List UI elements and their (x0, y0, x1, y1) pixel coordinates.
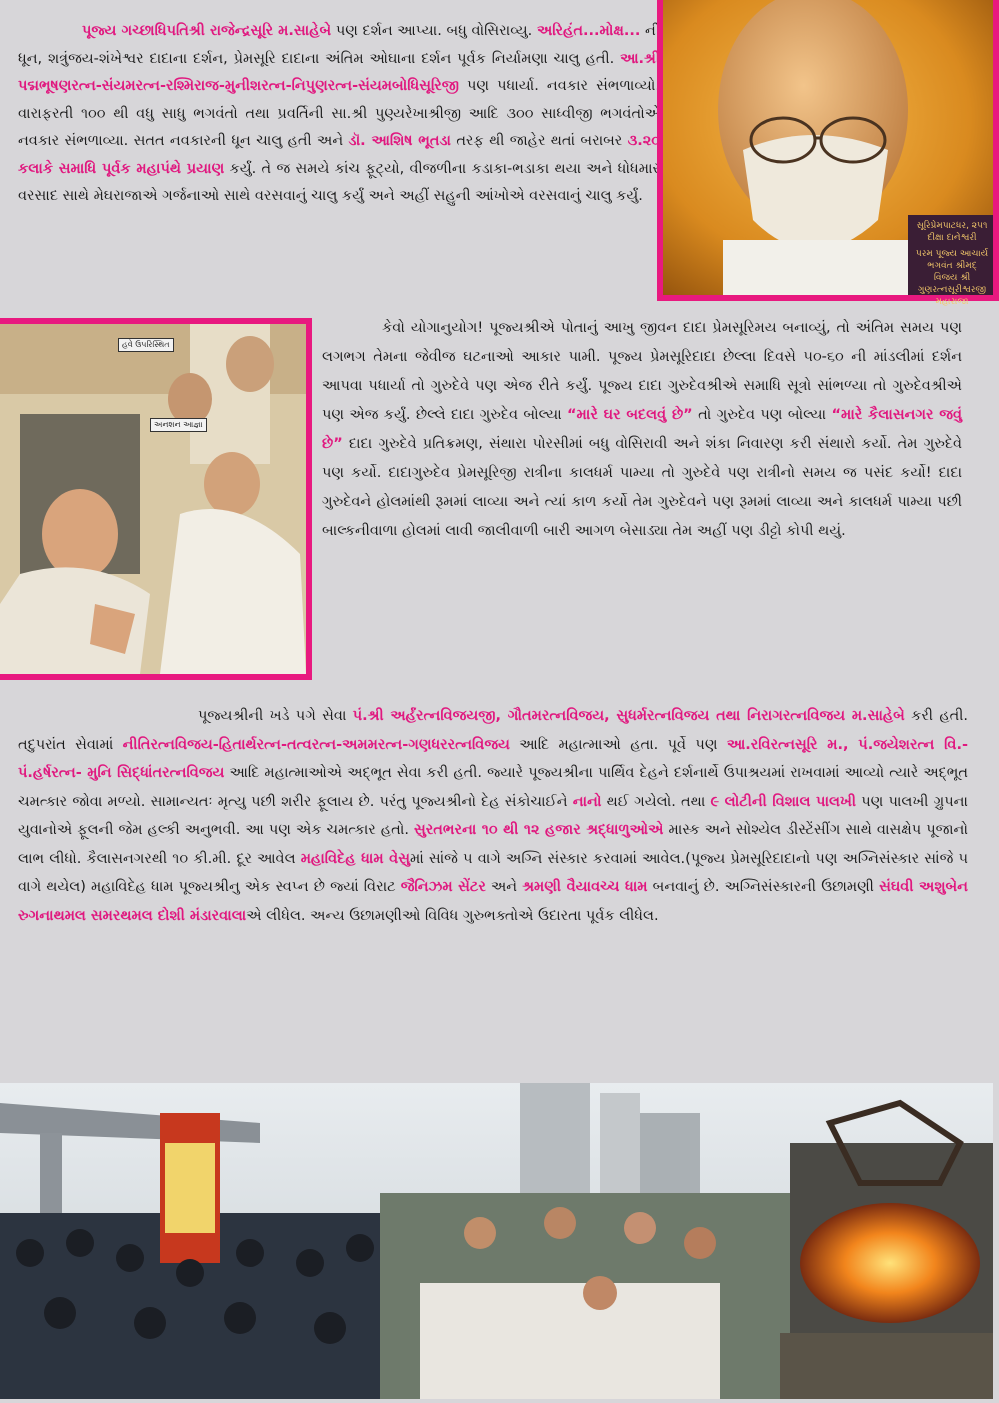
highlighted-text: જૈનિઝમ સેંટર (400, 879, 486, 895)
body-text: પણ પધાર્યા. નવકાર સંભળાવ્યો. વારાફરતી ૧૦૦ થી વધુ સાધુ ભગવંતો તથા પ્રવર્તિની સા.શ્રી પુણ્યરેખાશ્રીજી આદિ ૩૦૦ સાધ્વીજી ભગવંતોએ નવકાર સંભળાવ્યા. સતત નવકારની ધૂન ચાલુ હતી અને (18, 78, 660, 149)
body-text: બનવાનું છે. અગ્નિસંસ્કારની ઉછામણી (647, 879, 880, 895)
highlighted-text: પં.શ્રી અર્હંરત્નવિજયજી, ગૌતમરત્નવિજય, સુધર્મરત્નવિજય તથા નિરાગરત્નવિજય મ.સાહેબે (352, 708, 905, 724)
body-text: પણ દર્શન આપ્યા. બધુ વોસિરાવ્યુ. (331, 23, 537, 39)
highlighted-text: મહાવિદેહ ધામ વેસુ (300, 850, 410, 867)
funeral-photo-montage (0, 1083, 993, 1399)
highlighted-text: પૂજ્ય ગચ્છાધિપતિશ્રી રાજેન્દ્રસૂરિ મ.સાહેબે (82, 23, 332, 39)
highlighted-text: “મારે ઘર બદલવું છે” (567, 407, 693, 423)
middle-paragraph (322, 314, 962, 546)
body-text: તો ગુરુદેવ પણ બોલ્યા (692, 407, 832, 423)
painting-label-bottom: અનશન આજ્ઞા (150, 418, 207, 432)
body-text: માં સાંજે ૫ વાગે અગ્નિ સંસ્કાર કરવામાં આવેલ.(પૂજ્ય પ્રેમસૂરિદાદાનો પણ અગ્નિસંસ્કાર સાંજે ૫ વાગે થયેલ) મહાવિદેહ ધામ પૂજ્યશ્રીનુ એક સ્વપ્ન છે જ્યાં વિરાટ (18, 850, 968, 895)
body-text: થઈ ગયેલો. તથા (601, 793, 711, 810)
body-text: અને (485, 879, 523, 895)
highlighted-text: નીતિરત્નવિજય-હિતાર્થરત્ન-તત્વરત્ન-અમમરત્ન-ગણધરરત્નવિજય (122, 736, 510, 753)
body-text: પણ પાલખી ગ્રુપના યુવાનોએ ફૂલની જેમ હલ્કી અનુભવી. આ પણ એક ચમત્કાર હતો. (18, 793, 968, 838)
highlighted-text: આ.શ્રી પદ્મભૂષણરત્ન-સંયમરત્ન-રશ્મિરાજ-મુનીશરત્ન-નિપુણરત્ન-સંયમબોધિસૂરિજી (18, 50, 660, 94)
body-text: કર્યું. તે જ સમયે કાંચ ફૂટ્યો, વીજળીના કડાકા-ભડાકા થયા અને ધોધમાર વરસાદ સાથે મેઘરાજાએ ગર્જનાઓ સાથે વરસવાનું ચાલુ કર્યું અને અહીં સહુની આંખોએ વરસવાનું ચાલુ કર્યું. (18, 160, 660, 204)
body-text: તરફ થી જાહેર થતાં બરાબર (450, 133, 628, 149)
body-text: માસ્ક અને સોશ્યેલ ડીસ્ટેંસીંગ સાથે વાસક્ષેપ પૂજાનો લાભ લીધો. કૈલાસનગરથી ૧૦ કી.મી. દૂર આવેલ (18, 822, 968, 867)
body-text: દાદા ગુરુદેવે પ્રતિક્રમણ, સંથારા પોરસીમાં બધુ વોસિરાવી અને શંકા નિવારણ કરી સંથારો કર્યો. તેમ ગુરુદેવે પણ કર્યો. દાદાગુરુદેવ પ્રેમસૂરિજી રાત્રીના કાલધર્મ પામ્યા તો ગુરુદેવે પણ રાત્રીનો સમય જ પસંદ કર્યો! દાદા ગુરુદેવને હોલમાંથી રૂમમાં લાવ્યા અને ત્યાં કાળ કર્યો તેમ ગુરુદેવને પણ રૂમમાં લાવ્યા અને કાલધર્મ પામ્યા પછી બાલ્કનીવાળા હોલમાં લાવી જાલીવાળી બારી આગળ બેસાડ્યા તેમ અહીં પણ ડીટ્ટો કોપી થયું. (322, 436, 962, 539)
highlighted-text: અરિહંત...મોક્ષ... (536, 23, 641, 39)
highlighted-text: સુરતભરના ૧૦ થી ૧૨ હજાર શ્રદ્ધાળુઓએ (414, 822, 664, 838)
highlighted-text: ૯ લોટીની વિશાલ પાલખી (710, 793, 857, 810)
body-text: પૂજ્યશ્રીની ખડે પગે સેવા (198, 708, 353, 724)
body-text: આદિ મહાત્માઓએ અદ્ભૂત સેવા કરી હતી. જ્યારે પૂજ્યશ્રીના પાર્થિવ દેહને દર્શનાર્થે ઉપાશ્રયમાં રાખવામાં આવ્યો ત્યારે અદ્ભૂત ચમત્કાર જોવા મળ્યો. સામાન્યતઃ મૃત્યુ પછી શરીર ફૂલાય છે. પરંતુ પૂજ્યશ્રીનો દેહ સંકોચાઈને (18, 765, 968, 810)
body-text: આદિ મહાત્માઓ હતા. પૂર્વે પણ (509, 736, 727, 753)
highlighted-text: “મારે કૈલાસનગર જવું છે” (322, 407, 963, 452)
highlighted-text: આ.રવિરત્નસૂરિ મ., પં.જયેશરત્ન વિ.- પં.હર્ષરત્ન- મુનિ સિદ્ધાંતરત્નવિજય (18, 736, 968, 781)
portrait-caption-3: વિજય શ્રી ગુણરત્નસૂરીશ્વરજી મહારાજા (917, 273, 987, 307)
highlighted-text: નાનો (572, 793, 602, 810)
portrait-photo (657, 0, 999, 307)
top-paragraph (18, 18, 660, 211)
body-text: કેવો યોગાનુયોગ! પૂજ્યશ્રીએ પોતાનું આખુ જીવન દાદા પ્રેમસૂરિમય બનાવ્યું, તો અંતિમ સમય પણ લગભગ તેમના જેવીજ ઘટનાઓ આકાર પામી. પૂજ્ય પ્રેમસૂરિદાદા છેલ્લા દિવસે ૫૦-૬૦ ની માંડલીમાં દર્શન આપવા પધાર્યા તો ગુરુદેવે પણ એજ રીતે કર્યું. પૂજ્ય દાદા ગુરુદેવશ્રીએ સમાધિ સૂત્રો સાંભળ્યા તો ગુરુદેવશ્રીએ પણ એજ કર્યું. છેલ્લે દાદા ગુરુદેવ બોલ્યા (322, 320, 962, 423)
portrait-caption-1: સૂરિપ્રેમપાટધર, ૨૫૧ દીક્ષા દાનેશ્વરી (916, 221, 988, 243)
painting-image (0, 324, 306, 674)
portrait-caption-2: પરમ પૂજ્ય આચાર્ય ભગવંત શ્રીમદ્ (915, 249, 989, 271)
highlighted-text: ડૉ. આશિષ ભૂતડા (348, 133, 451, 149)
body-text: એ લીધેલ. અન્ય ઉછામણીઓ વિવિધ ગુરુભક્તોએ ઉદારતા પૂર્વક લીધેલ. (246, 907, 659, 924)
highlighted-text: ૩.૨૦ કલાકે સમાધિ પૂર્વક મહાપંથે પ્રયાણ (18, 133, 661, 177)
body-text: ની ધૂન, શત્રુંજય-શંખેશ્વર દાદાના દર્શન, પ્રેમસૂરિ દાદાના અંતિમ ઓઘાના દર્શન પૂર્વક નિર્યામણા ચાલુ હતી. (18, 23, 661, 67)
painting-label-top: હવે ઉપરિસ્થિત (118, 338, 174, 352)
bottom-paragraph (18, 702, 968, 930)
body-text: કરી હતી. તદુપરાંત સેવામાં (18, 708, 969, 753)
montage-image (0, 1083, 993, 1399)
highlighted-text: શ્રમણી વૈયાવચ્ચ ધામ (522, 879, 648, 895)
highlighted-text: સંઘવી અશુબેન રુગનાથમલ સમરથમલ દોશી મંડારવાલા (18, 879, 968, 924)
painting-photo (0, 318, 312, 680)
